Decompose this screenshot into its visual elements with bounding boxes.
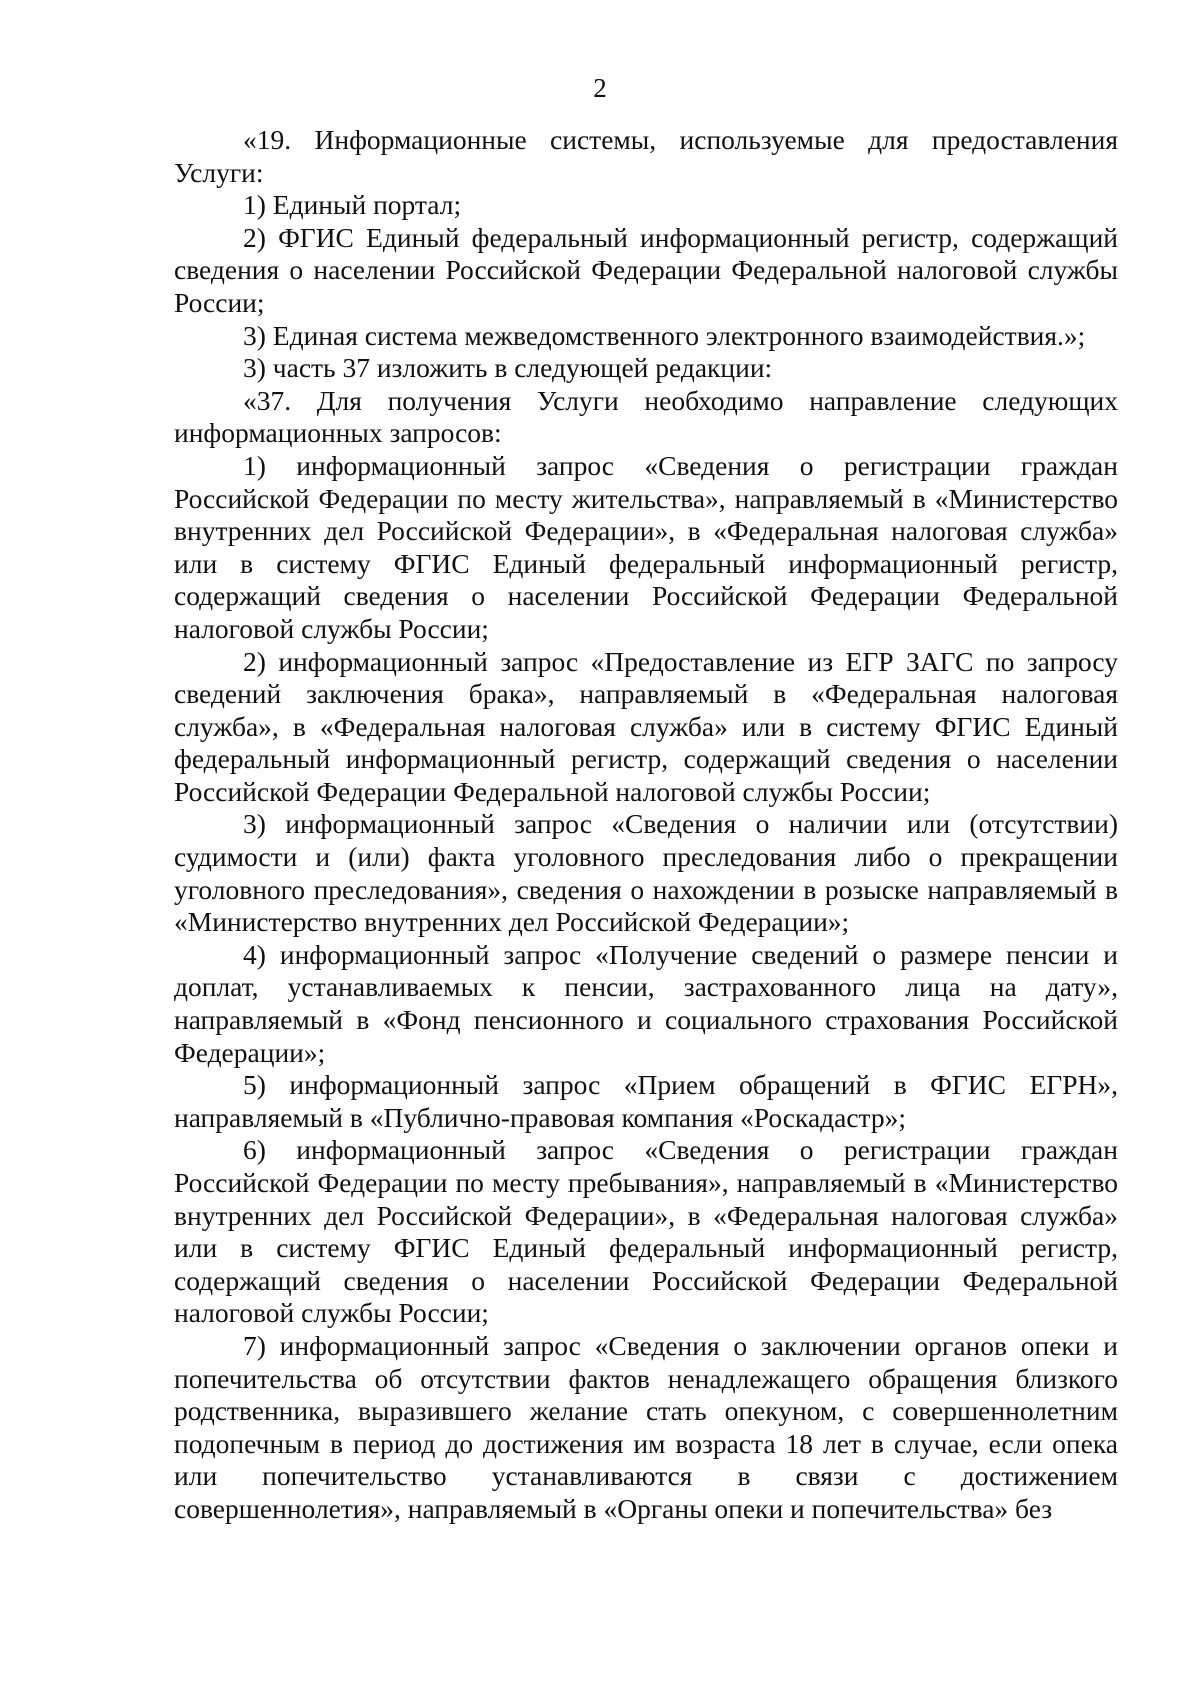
paragraph-request-7: 7) информационный запрос «Сведения о заключении органов опеки и попечительства об отсутствии фактов ненадлежащего обращения близкого родственника, выразившего желание стать опекуном, с совершеннолетним подопечным в период до достижения им возраста 18 лет в случае, если опека или попечительство устанавливаются в связи с достижением совершеннолетия», направляемый в «Органы опеки и попечительства» без <box>174 1329 1118 1524</box>
paragraph-system-1: 1) Единый портал; <box>243 189 462 221</box>
paragraph-request-5: 5) информационный запрос «Прием обращений в ФГИС ЕГРН», направляемый в «Публично-правовая компания «Роскадастр»; <box>174 1069 1118 1133</box>
paragraph-request-3: 3) информационный запрос «Сведения о наличии или (отсутствии) судимости и (или) факта уголовного преследования либо о прекращении уголовного преследования», сведения о нахождении в розыске направляемый в «Министерство внутренних дел Российской Федерации»; <box>174 808 1118 938</box>
paragraph-system-3: 3) Единая система межведомственного электронного взаимодействия.»; <box>243 319 1086 351</box>
paragraph-system-2: 2) ФГИС Единый федеральный информационный регистр, содержащий сведения о населении Российской Федерации Федеральной налоговой службы России; <box>174 221 1118 318</box>
document-body <box>174 124 1118 1526</box>
paragraph-section-37-heading: «37. Для получения Услуги необходимо направление следующих информационных запросов: <box>174 384 1118 449</box>
paragraph-request-4: 4) информационный запрос «Получение сведений о размере пенсии и доплат, устанавливаемых к пенсии, застрахованного лица на дату», направляемый в «Фонд пенсионного и социального страхования Российской Федерации»; <box>174 938 1118 1068</box>
paragraph-request-6: 6) информационный запрос «Сведения о регистрации граждан Российской Федерации по месту пребывания», направляемый в «Министерство внутренних дел Российской Федерации», в «Федеральная налоговая служба» или в систему ФГИС Единый федеральный информационный регистр, содержащий сведения о населении Российской Федерации Федеральной налоговой службы России; <box>174 1134 1118 1329</box>
paragraph-section-19-heading: «19. Информационные системы, используемые для предоставления Услуги: <box>174 124 1118 188</box>
paragraph-request-1: 1) информационный запрос «Сведения о регистрации граждан Российской Федерации по месту жительства», направляемый в «Министерство внутренних дел Российской Федерации», в «Федеральная налоговая служба» или в систему ФГИС Единый федеральный информационный регистр, содержащий сведения о населении Российской Федерации Федеральной налоговой службы России; <box>174 449 1118 644</box>
paragraph-request-2: 2) информационный запрос «Предоставление из ЕГР ЗАГС по запросу сведений заключения брака», направляемый в «Федеральная налоговая служба», в «Федеральная налоговая служба» или в систему ФГИС Единый федеральный информационный регистр, содержащий сведения о населении Российской Федерации Федеральной налоговой службы России; <box>174 645 1118 807</box>
paragraph-amendment-3: 3) часть 37 изложить в следующей редакции: <box>243 352 773 384</box>
page-number: 2 <box>593 73 607 103</box>
